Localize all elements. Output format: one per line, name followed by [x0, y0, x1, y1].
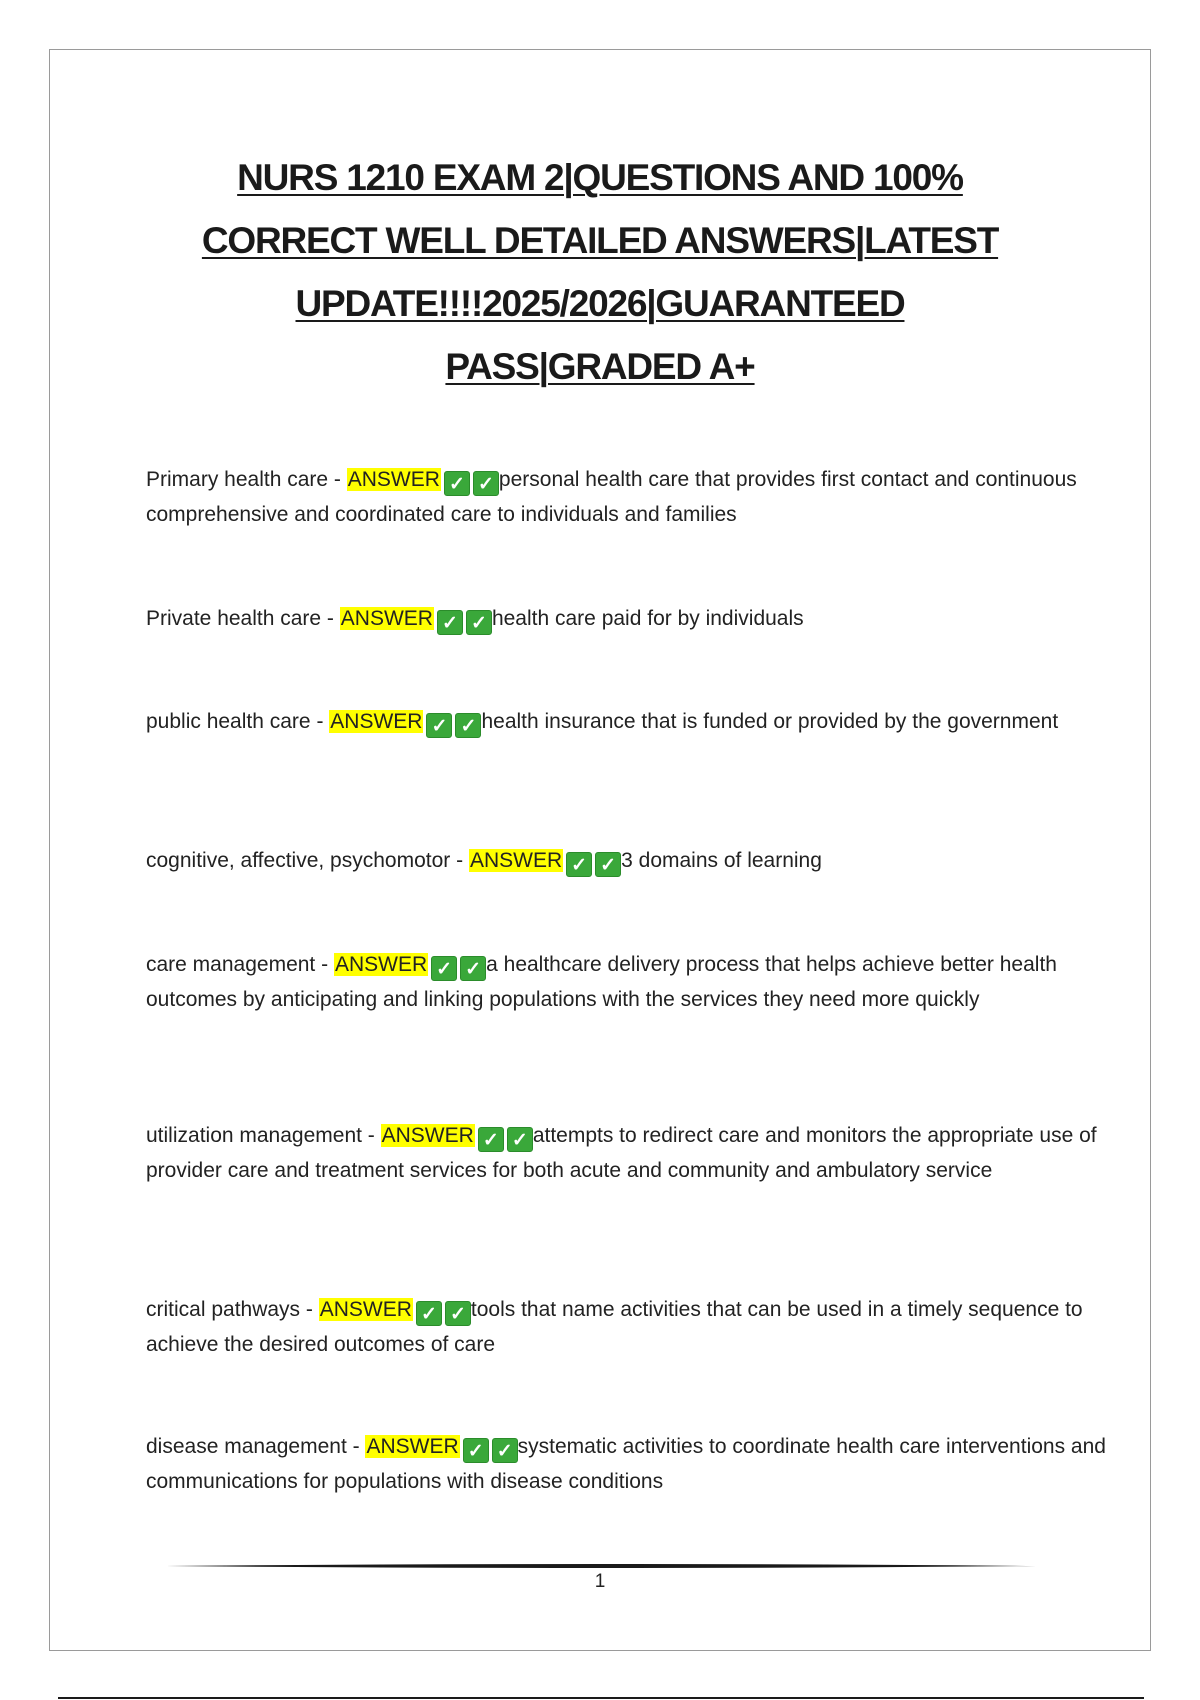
- qa-term: public health care -: [146, 710, 330, 733]
- qa-term: care management -: [146, 953, 334, 976]
- qa-entry: [146, 948, 1106, 1017]
- bottom-divider: [58, 1697, 1144, 1699]
- answer-label: ANSWER: [319, 1298, 412, 1321]
- qa-definition: attempts to redirect care and monitors the appropriate use of provider care and treatment services for both acute and community and ambulatory service: [146, 1124, 1097, 1182]
- qa-term: Primary health care -: [146, 468, 347, 491]
- qa-definition: tools that name activities that can be used in a timely sequence to achieve the desired outcomes of care: [146, 1298, 1083, 1356]
- footer-divider: [166, 1563, 1036, 1569]
- qa-definition: personal health care that provides first contact and continuous comprehensive and coordinated care to individuals and families: [146, 468, 1077, 526]
- qa-entry: [146, 1119, 1106, 1188]
- qa-term: utilization management -: [146, 1124, 381, 1147]
- qa-term: cognitive, affective, psychomotor -: [146, 849, 469, 872]
- title-line: UPDATE!!!!2025/2026|GUARANTEED: [295, 283, 905, 324]
- qa-entry: [146, 844, 1106, 879]
- check-mark-button-icon: ✓: [460, 956, 486, 981]
- page-number: 1: [594, 1571, 606, 1592]
- qa-entry: [146, 705, 1106, 740]
- qa-definition: health care paid for by individuals: [491, 607, 804, 630]
- answer-label: ANSWER: [366, 1435, 459, 1458]
- qa-definition: a healthcare delivery process that helps achieve better health outcomes by anticipating and linking populations with the services they need more quickly: [146, 953, 1057, 1011]
- qa-definition: health insurance that is funded or provided by the government: [481, 710, 1059, 733]
- check-mark-button-icon: ✓: [445, 1301, 471, 1326]
- document-page: [49, 49, 1151, 1651]
- check-mark-button-icon: ✓: [426, 713, 452, 738]
- title-line: NURS 1210 EXAM 2|QUESTIONS AND 100%: [237, 157, 963, 198]
- qa-term: critical pathways -: [146, 1298, 319, 1321]
- qa-entry: [146, 602, 1106, 637]
- answer-label: ANSWER: [381, 1124, 474, 1147]
- check-mark-button-icon: ✓: [566, 852, 592, 877]
- qa-entry: [146, 1293, 1106, 1362]
- check-mark-button-icon: ✓: [416, 1301, 442, 1326]
- answer-label: ANSWER: [469, 849, 563, 872]
- check-mark-button-icon: ✓: [444, 471, 470, 496]
- check-mark-button-icon: ✓: [463, 1438, 489, 1463]
- qa-entry: [146, 1430, 1106, 1499]
- check-mark-button-icon: ✓: [507, 1127, 533, 1152]
- qa-term: disease management -: [146, 1435, 366, 1458]
- check-mark-button-icon: ✓: [455, 713, 481, 738]
- check-mark-button-icon: ✓: [492, 1438, 518, 1463]
- answer-label: ANSWER: [330, 710, 423, 733]
- qa-definition: 3 domains of learning: [621, 849, 822, 872]
- check-mark-button-icon: ✓: [478, 1127, 504, 1152]
- qa-entry: [146, 463, 1106, 532]
- check-mark-button-icon: ✓: [431, 956, 457, 981]
- answer-label: ANSWER: [347, 468, 440, 491]
- title-line: CORRECT WELL DETAILED ANSWERS|LATEST: [201, 220, 999, 261]
- check-mark-button-icon: ✓: [466, 610, 492, 635]
- answer-label: ANSWER: [334, 953, 428, 976]
- title-line: PASS|GRADED A+: [445, 346, 755, 387]
- qa-definition: systematic activities to coordinate health care interventions and communications for populations with disease conditions: [146, 1435, 1106, 1493]
- answer-label: ANSWER: [340, 607, 433, 630]
- document-title: [170, 146, 1030, 398]
- check-mark-button-icon: ✓: [473, 471, 499, 496]
- check-mark-button-icon: ✓: [595, 852, 621, 877]
- qa-term: Private health care -: [146, 607, 340, 630]
- check-mark-button-icon: ✓: [437, 610, 463, 635]
